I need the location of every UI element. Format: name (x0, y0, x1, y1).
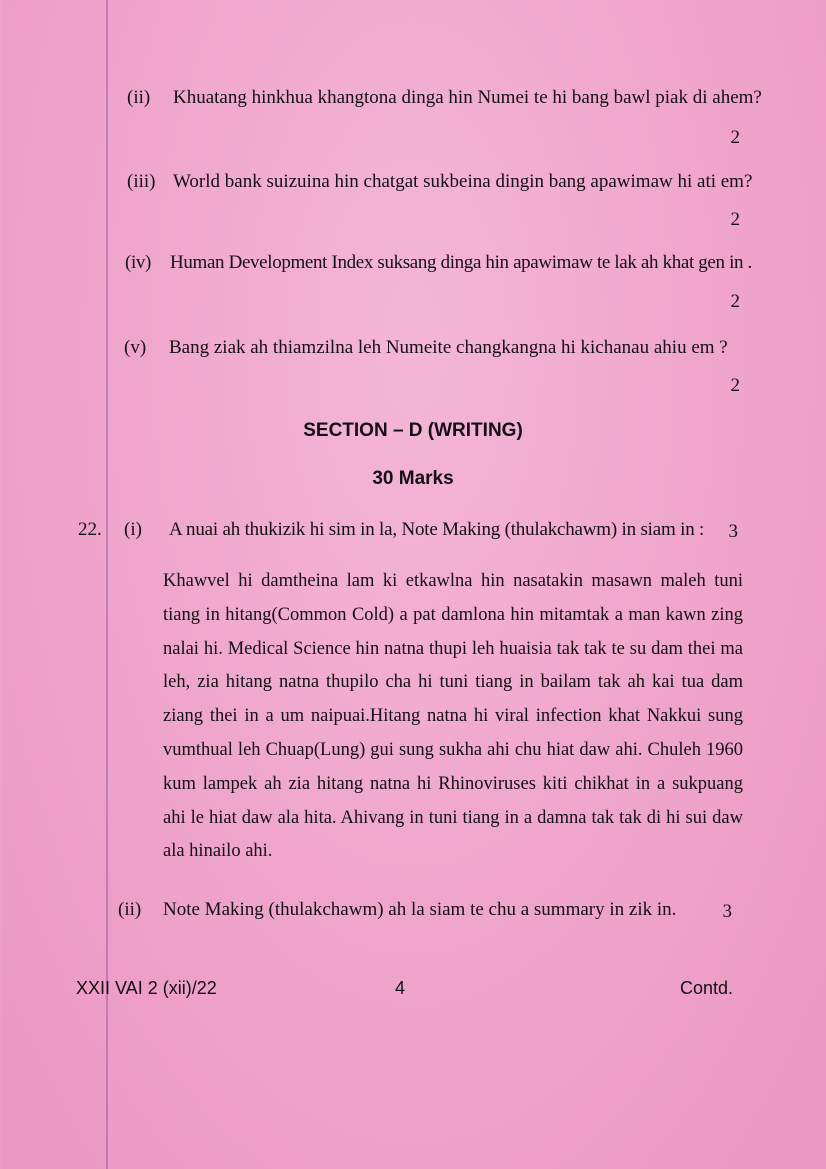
section-marks: 30 Marks (372, 468, 454, 489)
question-text: World bank suizuina hin chatgat sukbeina dingin bang apawimaw hi ati em? (173, 171, 753, 192)
question-22-number: 22. (78, 519, 102, 540)
page-number: 4 (395, 978, 406, 998)
reading-passage: Khawvel hi damtheina lam ki etkawlna hin nasatakin masawn maleh tuni tiang in hitang(Common Cold) a pat damlona hin mitamtak a man kawn zing nalai hi. Medical Science hin natna thupi leh huaisia tak tak te su dam thei ma leh, zia hitang natna thupilo cha hi tuni tiang in bailam tak ah kai tua dam ziang thei in a um naipuai.Hitang natna hi viral infection khat Nakkui sung vumthual leh Chuap(Lung) gui sung sukha ahi chu hiat daw ahi. Chuleh 1960 kum lampek ah zia hitang natna hi Rhinoviruses kiti chikhat in a sukpuang ahi le hiat daw ala hita. Ahivang in tuni tiang in a damna tak tak di hi sui daw ala hinailo ahi. (163, 571, 743, 862)
question-number: (ii) (118, 899, 142, 920)
question-mark: 2 (730, 375, 740, 396)
question-mark: 3 (728, 521, 738, 542)
question-text: Human Development Index suksang dinga hin apawimaw te lak ah khat gen in . (170, 252, 752, 273)
question-mark: 2 (730, 209, 740, 230)
question-text: Khuatang hinkhua khangtona dinga hin Numei te hi bang bawl piak di ahem? (173, 87, 762, 108)
paper-code: XXII VAI 2 (xii)/22 (76, 978, 217, 998)
question-number: (iii) (127, 171, 156, 192)
question-text: Note Making (thulakchawm) ah la siam te chu a summary in zik in. (163, 899, 677, 920)
question-mark: 2 (730, 127, 740, 148)
continued-label: Contd. (680, 978, 734, 998)
question-mark: 3 (722, 901, 732, 922)
question-text: A nuai ah thukizik hi sim in la, Note Making (thulakchawm) in siam in : (169, 519, 705, 540)
question-text: Bang ziak ah thiamzilna leh Numeite changkangna hi kichanau ahiu em ? (169, 337, 728, 358)
question-number: (i) (124, 519, 142, 540)
section-title: SECTION – D (WRITING) (303, 420, 523, 441)
question-number: (v) (124, 337, 147, 358)
question-number: (iv) (125, 252, 152, 273)
question-mark: 2 (730, 291, 740, 312)
question-number: (ii) (127, 87, 151, 108)
